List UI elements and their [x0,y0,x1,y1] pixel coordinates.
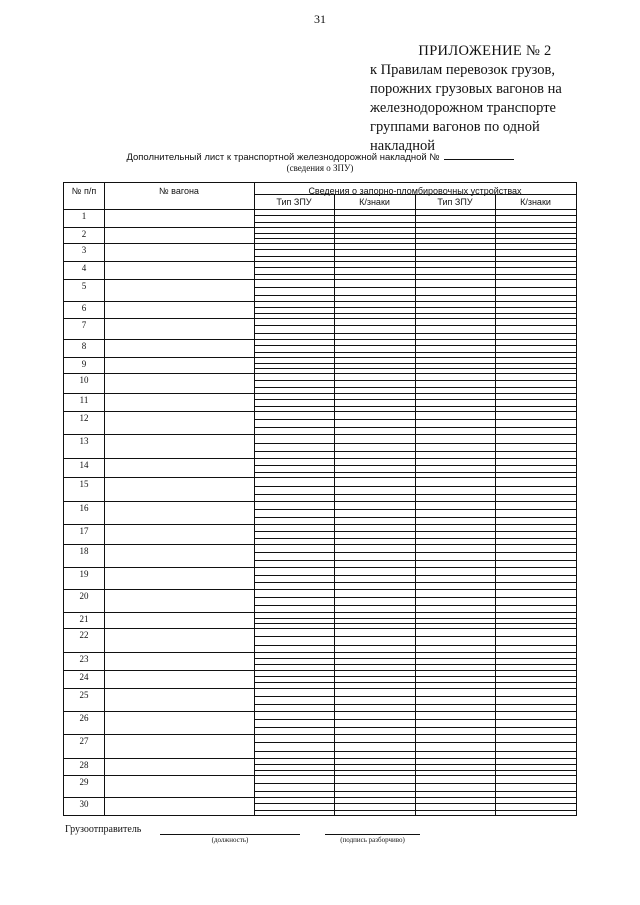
row-number: 11 [79,395,89,406]
zpu-subline [254,623,576,624]
row-divider [64,567,576,568]
zpu-subline [254,325,576,326]
zpu-subline [254,696,576,697]
row-divider [64,589,576,590]
row-divider [64,261,576,262]
row-divider [64,227,576,228]
appendix-line: к Правилам перевозок грузов, [370,62,555,78]
zpu-subline [254,727,576,728]
zpu-subline [254,605,576,606]
row-number: 3 [81,245,87,256]
row-divider [64,688,576,689]
header-num: № п/п [71,186,97,196]
row-number: 7 [81,319,87,330]
row-divider [64,612,576,613]
zpu-subline [254,419,576,420]
zpu-subline [254,582,576,583]
zpu-subline [254,682,576,683]
zpu-subline [254,636,576,637]
zpu-subline [254,486,576,487]
zpu-subline [254,751,576,752]
row-divider [64,524,576,525]
row-divider [64,339,576,340]
row-divider [64,458,576,459]
row-divider [64,243,576,244]
sheet-subtitle: (сведения о ЗПУ) [286,163,354,173]
header-divider [254,194,576,195]
row-divider [64,775,576,776]
signature-caption: (подпись разборчиво) [340,836,405,844]
row-number: 2 [81,228,87,239]
row-divider [64,357,576,358]
zpu-subline [254,333,576,334]
row-number: 28 [79,759,89,770]
zpu-subline [254,215,576,216]
row-number: 30 [79,799,89,810]
row-number: 26 [79,712,89,723]
position-line[interactable] [160,834,300,835]
zpu-subline [254,233,576,234]
row-divider [64,411,576,412]
header-marks-1: К/знаки [359,197,390,207]
header-zpu-group: Сведения о запорно-пломбировочных устройствах [308,186,522,196]
zpu-subline [254,387,576,388]
zpu-subline [254,783,576,784]
zpu-subline [254,664,576,665]
zpu-subline [254,704,576,705]
row-number: 15 [79,479,89,490]
zpu-subline [254,399,576,400]
row-number: 23 [79,653,89,664]
row-number: 13 [79,436,89,447]
row-divider [64,628,576,629]
zpu-subline [254,560,576,561]
zpu-subline [254,645,576,646]
zpu-subline [254,352,576,353]
zpu-subline [254,791,576,792]
row-divider [64,501,576,502]
zpu-subline [254,531,576,532]
zpu-subline [254,552,576,553]
header-wagon: № вагона [159,186,199,196]
row-number: 12 [79,413,89,423]
row-number: 22 [79,630,89,641]
zpu-subline [254,810,576,811]
row-divider [64,734,576,735]
row-number: 21 [79,614,89,625]
zpu-subline [254,267,576,268]
zpu-subline [254,618,576,619]
row-number: 6 [81,303,87,314]
row-number: 16 [79,502,89,513]
row-divider [64,393,576,394]
zpu-subline [254,238,576,239]
zpu-subline [254,509,576,510]
zpu-subline [254,406,576,407]
appendix-line: железнодорожном транспорте [370,100,556,116]
zpu-subline [254,658,576,659]
shipper-label: Грузоотправитель [65,824,142,835]
appendix-line: группами вагонов по одной [370,119,540,135]
row-divider [64,670,576,671]
zpu-subline [254,472,576,473]
row-divider [64,711,576,712]
zpu-subline [254,803,576,804]
zpu-subline [254,222,576,223]
row-number: 9 [81,359,87,370]
zpu-subline [254,494,576,495]
row-divider [64,318,576,319]
row-number: 14 [79,459,89,470]
zpu-subline [254,295,576,296]
zpu-subline [254,249,576,250]
zpu-subline [254,368,576,369]
appendix-line: накладной [370,138,436,154]
zpu-subline [254,575,576,576]
row-number: 27 [79,736,89,747]
row-divider [64,373,576,374]
zpu-subline [254,719,576,720]
appendix-line: порожних грузовых вагонов на [370,81,562,97]
sheet-title: Дополнительный лист к транспортной железнодорожной накладной № [126,152,440,163]
row-number: 17 [79,526,89,537]
row-number: 24 [79,671,89,682]
row-number: 8 [81,341,87,352]
row-number: 4 [81,263,87,274]
zpu-subline [254,256,576,257]
waybill-number-blank[interactable] [444,150,514,160]
zpu-subline [254,517,576,518]
row-divider [64,301,576,302]
row-number: 10 [79,375,89,386]
column-divider [104,183,105,815]
row-number: 1 [81,211,87,221]
zpu-subline [254,274,576,275]
position-caption: (должность) [211,836,249,844]
zpu-subline [254,770,576,771]
header-marks-2: К/знаки [520,197,551,207]
row-divider [64,477,576,478]
column-divider [254,183,255,815]
zpu-subline [254,287,576,288]
row-divider [64,652,576,653]
row-divider [64,434,576,435]
header-bottom-border [64,209,576,210]
row-number: 29 [79,777,89,788]
header-zpu-type-1: Тип ЗПУ [276,197,312,207]
sheet-title-row [0,150,640,163]
zpu-subline [254,380,576,381]
zpu-subline [254,597,576,598]
appendix-block [370,42,600,156]
zpu-subline [254,764,576,765]
row-divider [64,758,576,759]
row-divider [64,279,576,280]
appendix-title: ПРИЛОЖЕНИЕ № 2 [418,43,552,59]
row-number: 18 [79,545,89,556]
header-zpu-type-2: Тип ЗПУ [437,197,473,207]
zpu-subline [254,451,576,452]
page-number: 31 [314,12,326,26]
zpu-subline [254,307,576,308]
zpu-subline [254,313,576,314]
zpu-subline [254,465,576,466]
row-number: 19 [79,569,89,580]
zpu-subline [254,363,576,364]
zpu-subline [254,443,576,444]
signature-line[interactable] [325,834,420,835]
zpu-subline [254,538,576,539]
zpu-subline [254,427,576,428]
zpu-subline [254,676,576,677]
zpu-table [63,182,577,816]
zpu-subline [254,345,576,346]
row-number: 5 [81,281,87,292]
row-number: 25 [79,689,89,700]
row-divider [64,544,576,545]
row-number: 20 [79,590,89,601]
zpu-subline [254,742,576,743]
row-divider [64,797,576,798]
